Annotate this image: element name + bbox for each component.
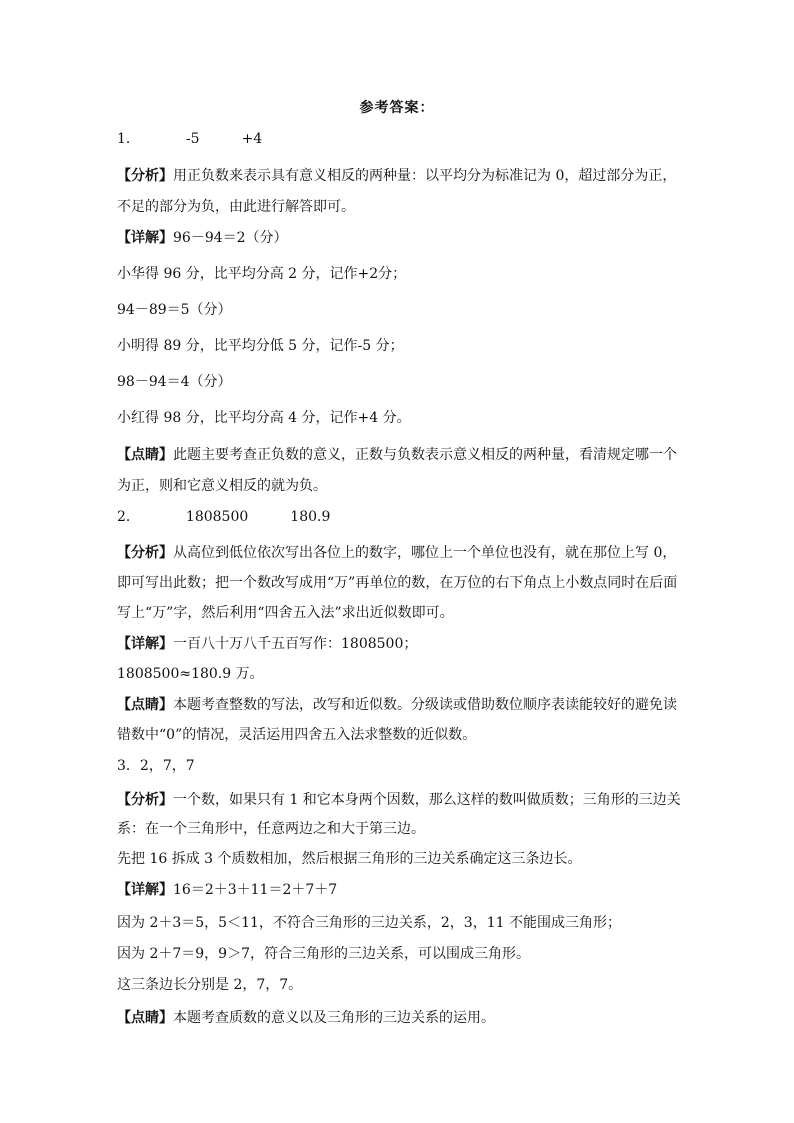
q2-detail-text-1: 一百八十万八千五百写作：1808500； [173,636,418,652]
q1-number: 1． [117,131,140,147]
q2-comment-line-2: 错数中“0”的情况，灵活运用四舍五入法求整数的近似数。 [117,727,477,743]
q1-detail-line-2: 小华得 96 分，比平均分高 2 分，记作+2分； [117,266,407,282]
q3-analysis-text-1: 一个数，如果只有 1 和它本身两个因数，那么这样的数叫做质数；三角形的三边关 [173,792,681,808]
q3-detail-line-2: 因为 2＋3＝5，5＜11，不符合三角形的三边关系，2，3，11 不能围成三角形； [117,915,621,931]
q2-comment-line-1 [117,695,697,715]
q3-analysis-line-3: 先把 16 拆成 3 个质数相加，然后根据三角形的三边关系确定这三条边长。 [117,851,582,867]
q2-number: 2． [117,509,140,525]
q1-analysis-line-2: 不足的部分为负，由此进行解答即可。 [117,199,355,215]
page-title: 参考答案： [359,100,435,116]
q2-comment-text-1: 本题考查整数的写法，改写和近似数。分级读或借助数位顺序表读能较好的避免读 [173,697,677,713]
q2-answer-line [117,507,697,527]
q1-answer-line [117,129,697,149]
q2-comment-tag: 【点睛】 [117,697,173,713]
q3-analysis-line-1 [117,790,697,810]
q3-detail-text-1: 16＝2＋3＋11＝2＋7＋7 [173,882,338,898]
q3-analysis-tag: 【分析】 [117,792,173,808]
q1-comment-line-1 [117,445,697,465]
q1-answer-2: +4 [241,131,263,147]
q2-analysis-line-3: 写上“万”字，然后利用“四舍五入法”求出近似数即可。 [117,605,454,621]
q3-comment-tag: 【点睛】 [117,1010,173,1026]
q1-detail-tag: 【详解】 [117,230,173,246]
q3-comment-line-1 [117,1008,697,1028]
q3-analysis-line-2: 系：在一个三角形中，任意两边之和大于第三边。 [117,821,425,837]
q2-analysis-text-1: 从高位到低位依次写出各位上的数字，哪位上一个单位也没有，就在那位上写 0， [173,545,677,561]
q3-answer: 2，7，7 [139,758,195,774]
q1-detail-line-5: 98－94＝4（分） [117,374,232,390]
q3-detail-line-4: 这三条边长分别是 2，7，7。 [117,977,303,993]
q3-answer-line [117,756,697,776]
q1-analysis-line-1 [117,166,697,186]
q1-analysis-tag: 【分析】 [117,168,173,184]
q3-comment-text-1: 本题考查质数的意义以及三角形的三边关系的运用。 [173,1010,495,1026]
q1-detail-text-1: 96－94＝2（分） [173,230,288,246]
q3-number: 3． [117,758,140,774]
q1-detail-line-1 [117,228,697,248]
q1-detail-line-6: 小红得 98 分，比平均分高 4 分，记作+4 分。 [117,410,411,426]
q2-analysis-tag: 【分析】 [117,545,173,561]
q1-comment-line-2: 为正，则和它意义相反的就为负。 [117,478,327,494]
q3-detail-line-1 [117,880,697,900]
q1-detail-line-4: 小明得 89 分，比平均分低 5 分，记作-5 分； [117,338,404,354]
q2-analysis-line-1 [117,543,697,563]
q2-answer-2: 180.9 [290,509,331,525]
q2-detail-line-2: 1808500≈180.9 万。 [117,666,264,682]
q1-comment-tag: 【点睛】 [117,447,173,463]
q2-detail-line-1 [117,634,697,654]
q1-comment-text-1: 此题主要考查正负数的意义，正数与负数表示意义相反的两种量，看清规定哪一个 [173,447,677,463]
q1-analysis-text-1: 用正负数来表示具有意义相反的两种量：以平均分为标准记为 0，超过部分为正， [173,168,677,184]
q3-detail-tag: 【详解】 [117,882,173,898]
q2-analysis-line-2: 即可写出此数；把一个数改写成用“万”再单位的数，在万位的右下角点上小数点同时在后面 [117,575,678,591]
q2-detail-tag: 【详解】 [117,636,173,652]
q2-answer-1: 1808500 [185,509,249,525]
q1-detail-line-3: 94－89＝5（分） [117,302,232,318]
q3-detail-line-3: 因为 2＋7＝9，9＞7，符合三角形的三边关系，可以围成三角形。 [117,946,530,962]
q1-answer-1: -5 [185,131,200,147]
